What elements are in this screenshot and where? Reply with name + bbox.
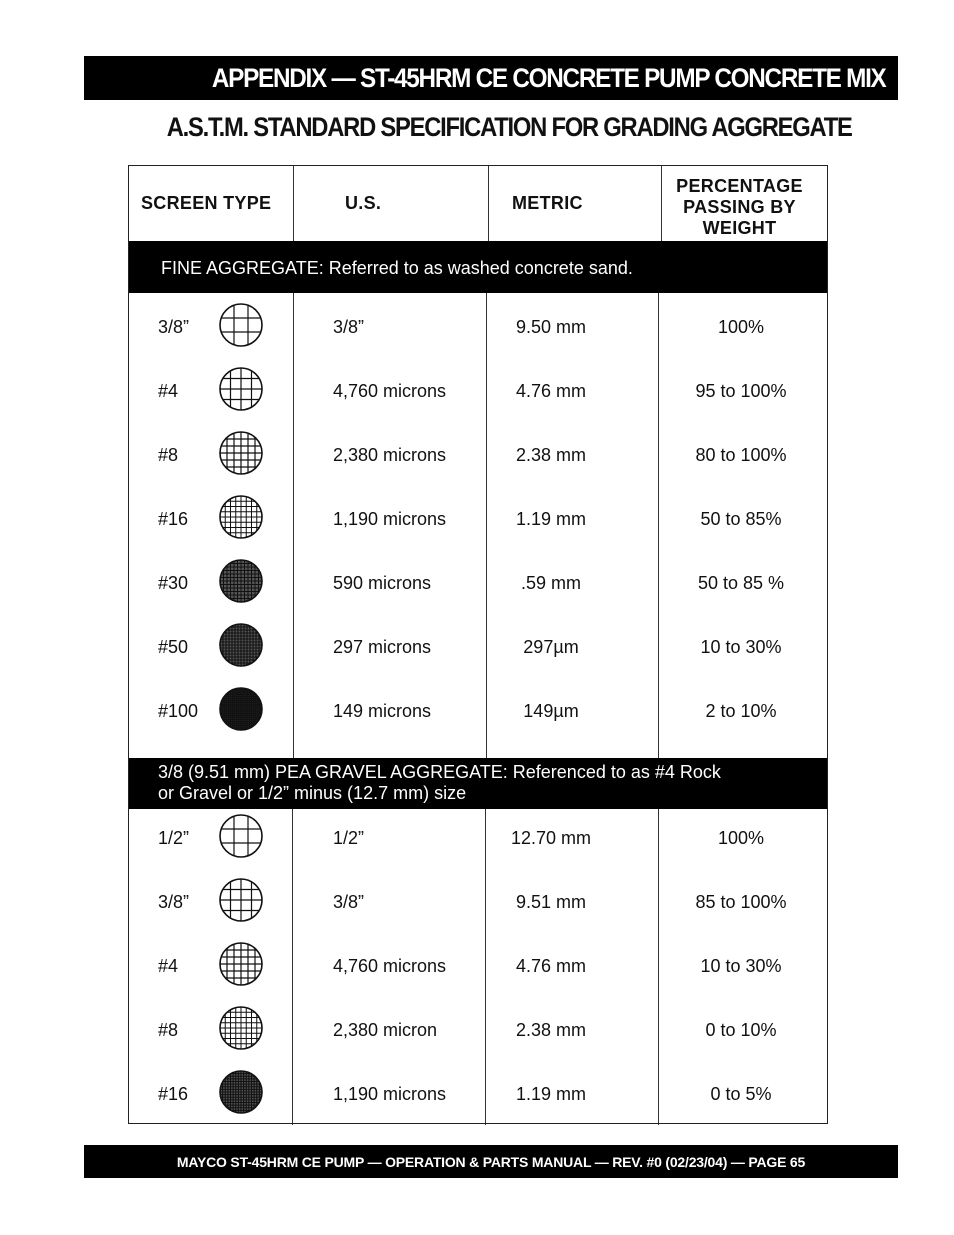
col-header-metric: METRIC bbox=[512, 193, 583, 213]
screen-size-label: #50 bbox=[158, 637, 189, 657]
sieve-screen-icon bbox=[219, 431, 263, 475]
percentage-value: 80 to 100% bbox=[695, 445, 787, 465]
metric-value: 1.19 mm bbox=[515, 509, 587, 529]
screen-size-label: 3/8” bbox=[158, 317, 190, 337]
banner-title: APPENDIX — ST-45HRM CE CONCRETE PUMP CONCRETE MIX bbox=[212, 62, 886, 93]
percentage-value: 50 to 85 % bbox=[697, 573, 785, 593]
screen-size-label: #4 bbox=[158, 381, 179, 401]
page-footer bbox=[84, 1145, 898, 1178]
appendix-banner bbox=[84, 56, 898, 100]
percentage-value: 2 to 10% bbox=[705, 701, 777, 721]
sieve-screen-icon bbox=[219, 1070, 263, 1114]
sieve-screen-icon bbox=[219, 303, 263, 347]
table-row bbox=[129, 701, 827, 765]
sieve-screen-icon bbox=[219, 942, 263, 986]
metric-value: .59 mm bbox=[520, 573, 581, 593]
us-size-value: 149 microns bbox=[333, 701, 432, 721]
percentage-value: 10 to 30% bbox=[700, 956, 782, 976]
metric-value: 297µm bbox=[523, 637, 579, 657]
percentage-value: 50 to 85% bbox=[700, 509, 782, 529]
gravel-heading-line1: 3/8 (9.51 mm) PEA GRAVEL AGGREGATE: Referenced to as #4 Rock bbox=[158, 762, 721, 782]
us-size-value: 297 microns bbox=[333, 637, 432, 657]
screen-size-label: #4 bbox=[158, 956, 179, 976]
col-header-screen-type: SCREEN TYPE bbox=[141, 193, 272, 213]
screen-size-label: 3/8” bbox=[158, 892, 190, 912]
us-size-value: 1,190 microns bbox=[333, 509, 447, 529]
subtitle-text: A.S.T.M. STANDARD SPECIFICATION FOR GRADING AGGREGATE bbox=[166, 112, 852, 142]
screen-size-label: #16 bbox=[158, 509, 189, 529]
us-size-value: 4,760 microns bbox=[333, 956, 447, 976]
us-size-value: 4,760 microns bbox=[333, 381, 447, 401]
page-subtitle bbox=[120, 112, 880, 143]
us-size-value: 1,190 microns bbox=[333, 1084, 447, 1104]
metric-value: 12.70 mm bbox=[510, 828, 592, 848]
sieve-screen-icon bbox=[219, 623, 263, 667]
sieve-screen-icon bbox=[219, 367, 263, 411]
metric-value: 4.76 mm bbox=[515, 381, 587, 401]
sieve-screen-icon bbox=[219, 559, 263, 603]
metric-value: 2.38 mm bbox=[515, 1020, 587, 1040]
metric-value: 1.19 mm bbox=[515, 1084, 587, 1104]
metric-value: 149µm bbox=[523, 701, 579, 721]
percentage-value: 100% bbox=[717, 317, 765, 337]
sieve-screen-icon bbox=[219, 814, 263, 858]
grading-table bbox=[128, 165, 828, 1124]
metric-value: 4.76 mm bbox=[515, 956, 587, 976]
us-size-value: 1/2” bbox=[333, 828, 365, 848]
percentage-value: 85 to 100% bbox=[695, 892, 787, 912]
percentage-value: 0 to 10% bbox=[705, 1020, 777, 1040]
us-size-value: 3/8” bbox=[333, 892, 365, 912]
screen-size-label: #8 bbox=[158, 445, 179, 465]
screen-size-label: #100 bbox=[158, 701, 199, 721]
us-size-value: 590 microns bbox=[333, 573, 432, 593]
col-header-percentage: PERCENTAGE PASSING BY WEIGHT bbox=[676, 176, 803, 238]
us-size-value: 2,380 microns bbox=[333, 445, 447, 465]
screen-size-label: #16 bbox=[158, 1084, 189, 1104]
footer-text: MAYCO ST-45HRM CE PUMP — OPERATION & PARTS MANUAL — REV. #0 (02/23/04) — PAGE 65 bbox=[176, 1153, 806, 1170]
screen-size-label: #8 bbox=[158, 1020, 179, 1040]
table-row bbox=[129, 1084, 827, 1148]
screen-size-label: 1/2” bbox=[158, 828, 190, 848]
sieve-screen-icon bbox=[219, 495, 263, 539]
metric-value: 9.50 mm bbox=[515, 317, 587, 337]
screen-size-label: #30 bbox=[158, 573, 189, 593]
percentage-value: 95 to 100% bbox=[695, 381, 787, 401]
gravel-heading-line2: or Gravel or 1/2” minus (12.7 mm) size bbox=[158, 783, 467, 803]
sieve-screen-icon bbox=[219, 687, 263, 731]
gravel-aggregate-heading bbox=[129, 758, 827, 809]
fine-heading-text: FINE AGGREGATE: Referred to as washed concrete sand. bbox=[161, 258, 633, 278]
metric-value: 9.51 mm bbox=[515, 892, 587, 912]
sieve-screen-icon bbox=[219, 1006, 263, 1050]
sieve-screen-icon bbox=[219, 878, 263, 922]
percentage-value: 10 to 30% bbox=[700, 637, 782, 657]
metric-value: 2.38 mm bbox=[515, 445, 587, 465]
col-header-us: U.S. bbox=[345, 193, 382, 213]
percentage-value: 100% bbox=[717, 828, 765, 848]
us-size-value: 3/8” bbox=[333, 317, 365, 337]
fine-aggregate-heading bbox=[129, 241, 827, 293]
percentage-value: 0 to 5% bbox=[710, 1084, 772, 1104]
us-size-value: 2,380 micron bbox=[333, 1020, 438, 1040]
